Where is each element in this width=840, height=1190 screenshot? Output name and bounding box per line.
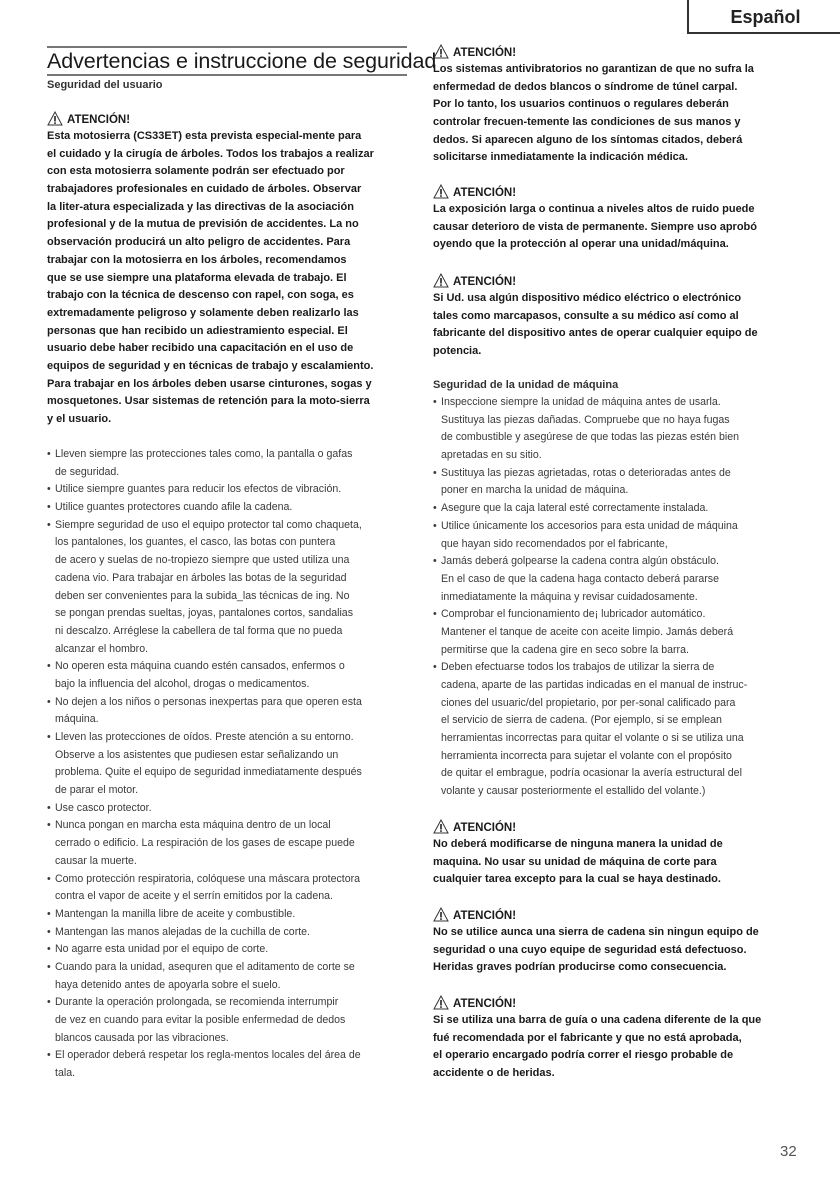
list-item-line: Utilice siempre guantes para reducir los efectos de vibración.: [55, 483, 342, 496]
warning-text-line: No deberá modificarse de ninguna manera la unidad de: [433, 838, 723, 850]
list-item-line: problema. Quite el equipo de seguridad inmediatamente después: [55, 766, 362, 779]
warning-heading-text: ATENCIÓN!: [67, 113, 131, 126]
warning-text-line: el cuidado y la cirugía de árboles. Todos los trabajos a realizar: [47, 147, 374, 160]
list-item-line: Utilice únicamente los accesorios para esta unidad de máquina: [441, 519, 738, 532]
list-item-line: Durante la operación prolongada, se recomienda interrumpir: [55, 996, 339, 1009]
list-item-line: blancos causada por las vibraciones.: [55, 1031, 229, 1044]
list-item: [433, 606, 747, 659]
list-item: [433, 394, 747, 465]
warning-text-line: trabajar con la motosierra en los árboles, recomendamos: [47, 253, 347, 266]
warning-text-line: Esta motosierra (CS33ET) esta prevista especial-mente para: [47, 130, 362, 142]
list-item-line: El operador deberá respetar los regla-mentos locales del área de: [55, 1049, 361, 1062]
warning-text-line: Los sistemas antivibratorios no garantizan de que no sufra la: [433, 63, 754, 75]
list-item: [47, 729, 362, 800]
list-item-line: el servicio de sierra de cadena. (Por ejemplo, si se emplean: [441, 714, 722, 727]
list-item: [47, 941, 362, 959]
list-item-line: volante y causar posteriormente el estallido del volante.): [441, 785, 706, 798]
warning-block: [433, 995, 761, 1083]
list-item-line: Mantener el tanque de aceite con aceite limpio. Jamás deberá: [441, 625, 734, 638]
list-item-line: En el caso de que la cadena haga contacto deberá pararse: [441, 572, 719, 585]
warning-text-line: observación producirá un alto peligro de accidentes. Para: [47, 236, 351, 249]
list-item-line: de combustible y asegúrese de que todas las piezas estén bien: [441, 431, 739, 444]
bullet-icon: •: [47, 695, 51, 708]
list-item-line: tala.: [55, 1067, 76, 1080]
warning-text-line: que se use siempre una plataforma elevada de trabajo. El: [47, 271, 347, 284]
list-item-line: Mantengan la manilla libre de aceite y combustible.: [55, 907, 296, 920]
bullet-icon: •: [47, 960, 51, 973]
list-item-line: herramienta incorrecta para sujetar el volante con el propósito: [441, 749, 732, 762]
list-item: [47, 1047, 362, 1082]
bullet-icon: •: [47, 801, 51, 814]
bullet-icon: •: [433, 555, 437, 568]
list-item-line: haya detenido antes de apoyarla sobre el suelo.: [55, 978, 281, 991]
warning-text-line: trabajadores profesionales en cuidado de árboles. Observar: [47, 183, 362, 196]
warning-text-line: Si Ud. usa algún dispositivo médico eléctrico o electrónico: [433, 292, 742, 304]
warning-block: [433, 819, 723, 889]
warning-text-line: fabricante del dispositivo antes de operar cualquier equipo de: [433, 327, 758, 340]
list-item-line: Como protección respiratoria, colóquese una máscara protectora: [55, 872, 361, 885]
list-item-line: Deben efectuarse todos los trabajos de utilizar la sierra de: [441, 661, 715, 674]
list-item-line: Use casco protector.: [55, 801, 152, 814]
warning-text-line: No se utilice aunca una sierra de cadena sin ningun equipo de: [433, 926, 759, 938]
list-item: [433, 659, 747, 801]
warning-text-line: extremadamente peligroso y solamente deben realizarlo las: [47, 306, 359, 319]
warning-text-line: cualquier tarea excepto para la cual se haya destinado.: [433, 873, 721, 886]
list-item-line: causar la muerte.: [55, 854, 137, 867]
list-item: [47, 817, 362, 870]
user-safety-bullet-list: [47, 446, 362, 1083]
list-item-line: poner en marcha la unidad de máquina.: [441, 484, 629, 497]
warning-text-line: controlar frecuen-temente las condiciones de sus manos y: [433, 116, 741, 129]
list-item-line: inmediatamente la máquina y revisar cuidadosamente.: [441, 590, 698, 603]
warning-text-line: La exposición larga o continua a niveles altos de ruido puede: [433, 203, 755, 215]
bullet-icon: •: [433, 466, 437, 479]
machine-safety-bullet-list: [433, 394, 747, 801]
warning-text-line: profesional y de la mutua de previsión de accidentes. La no: [47, 218, 359, 231]
bullet-icon: •: [47, 996, 51, 1009]
warning-heading: [433, 907, 759, 924]
list-item: [47, 994, 362, 1047]
list-item: [433, 500, 747, 518]
list-item: [47, 924, 362, 942]
warning-heading: [433, 995, 761, 1012]
bullet-icon: •: [433, 502, 437, 515]
list-item-line: alcanzar el hombro.: [55, 642, 149, 655]
warning-heading-text: ATENCIÓN!: [453, 46, 517, 59]
warning-text-line: accidente o de heridas.: [433, 1067, 555, 1080]
list-item-line: No dejen a los niños o personas inexpertas para que operen esta: [55, 695, 362, 708]
list-item-line: máquina.: [55, 713, 99, 726]
warning-text-line: trabajo con la técnica de descenso con rapel, con soga, es: [47, 289, 354, 302]
bullet-icon: •: [47, 660, 51, 673]
warning-text-line: maquina. No usar su unidad de máquina de corte para: [433, 855, 717, 868]
page-number: 32: [780, 1143, 797, 1160]
list-item-line: de seguridad.: [55, 465, 120, 478]
list-item-line: No agarre esta unidad por el equipo de corte.: [55, 943, 269, 956]
list-item-line: se pongan prendas sueltas, joyas, pantalones cortos, sandalias: [55, 607, 353, 620]
warning-heading: [433, 273, 758, 290]
list-item-line: ni descalzo. Arréglese la cabellera de tal forma que no pueda: [55, 624, 343, 637]
list-item-line: Lleven siempre las protecciones tales como, la pantalla o gafas: [55, 448, 353, 460]
list-item-line: Comprobar el funcionamiento de¡ lubricador automático.: [441, 608, 706, 621]
list-item-line: de parar el motor.: [55, 784, 139, 797]
list-item: [47, 800, 362, 818]
warning-heading: [433, 184, 757, 201]
list-item: [47, 517, 362, 659]
bullet-icon: •: [433, 519, 437, 532]
bullet-icon: •: [47, 518, 51, 531]
bullet-icon: •: [47, 907, 51, 920]
page-title: [47, 46, 437, 76]
list-item-line: contra el vapor de aceite y el serrín emitidos por la cadena.: [55, 890, 333, 903]
list-item-line: que hayan sido recomendados por el fabricante,: [441, 537, 668, 550]
list-item-line: Utilice guantes protectores cuando afile la cadena.: [55, 501, 293, 514]
list-item-line: Sustituya las piezas dañadas. Compruebe que no haya fugas: [441, 413, 730, 426]
warning-heading-text: ATENCIÓN!: [453, 909, 517, 922]
list-item-line: de acero y suelas de no-tropiezo siempre que usted utiliza una: [55, 554, 350, 567]
language-label: Español: [730, 7, 801, 27]
warning-triangle-icon: [433, 819, 453, 837]
bullet-icon: •: [433, 608, 437, 621]
warning-heading-text: ATENCIÓN!: [453, 186, 517, 199]
list-item-line: cadena, aparte de las partidas indicadas en el manual de instruc-: [441, 679, 748, 691]
warning-text-line: fué recomendada por el fabricante y que no está aprobada,: [433, 1031, 742, 1044]
warning-text-line: mosquetones. Usar sistemas de retención para la moto-sierra: [47, 395, 370, 408]
bullet-icon: •: [47, 943, 51, 956]
machine-safety-heading: Seguridad de la unidad de máquina: [433, 379, 619, 391]
list-item-line: Cuando para la unidad, asequren que el aditamento de corte se: [55, 960, 355, 973]
warning-text-line: personas que han recibido un adiestramiento especial. El: [47, 324, 348, 337]
warning-text-line: equipos de seguridad y en técnicas de trabajo y escalamiento.: [47, 359, 374, 372]
list-item-line: No operen esta máquina cuando estén cansados, enfermos o: [55, 660, 345, 673]
warning-block: [433, 273, 758, 361]
warning-triangle-icon: [47, 111, 67, 129]
warning-triangle-icon: [433, 907, 453, 925]
warning-text-line: oyendo que la protección al operar una unidad/máquina.: [433, 238, 729, 251]
warning-text-line: potencia.: [433, 345, 482, 358]
list-item-line: cerrado o edificio. La respiración de los gases de escape puede: [55, 837, 355, 850]
list-item-line: deben ser convenientes para la subida_las técnicas de ing. No: [55, 589, 350, 602]
warning-block: [433, 907, 759, 977]
list-item-line: bajo la influencia del alcohol, drogas o medicamentos.: [55, 677, 310, 690]
page-title-text: Advertencias e instruccione de seguridad: [47, 49, 437, 73]
warning-text-line: la liter-atura especializada y las directivas de la asociación: [47, 200, 354, 213]
list-item-line: cadena vio. Para trabajar en árboles las botas de la seguridad: [55, 571, 347, 584]
list-item: [47, 499, 362, 517]
language-tab: [687, 0, 840, 34]
bullet-icon: •: [47, 483, 51, 496]
warning-heading: [433, 819, 723, 836]
list-item-line: Asegure que la caja lateral esté correctamente instalada.: [441, 502, 709, 515]
warning-triangle-icon: [433, 44, 453, 62]
list-item-line: Nunca pongan en marcha esta máquina dentro de un local: [55, 819, 331, 832]
list-item-line: Jamás deberá golpearse la cadena contra algún obstáculo.: [441, 555, 719, 568]
list-item: [47, 694, 362, 729]
list-item-line: Observe a los asistentes que pudiesen estar señalizando un: [55, 748, 339, 761]
user-safety-heading: Seguridad del usuario: [47, 79, 163, 91]
warning-text-line: seguridad o una cuyo equipe de seguridad está defectuoso.: [433, 943, 747, 956]
warning-block: [433, 184, 757, 254]
bullet-icon: •: [47, 1049, 51, 1062]
warning-text-line: tales como marcapasos, consulte a su médico así como al: [433, 309, 739, 322]
list-item: [47, 481, 362, 499]
warning-text-line: el operario encargado podría correr el riesgo probable de: [433, 1049, 734, 1062]
list-item-line: de vez en cuando para evitar la posible enfermedad de dedos: [55, 1014, 346, 1026]
list-item-line: Sustituya las piezas agrietadas, rotas o deterioradas antes de: [441, 466, 731, 479]
list-item: [47, 871, 362, 906]
warning-heading-text: ATENCIÓN!: [453, 997, 517, 1010]
warning-block: [47, 111, 374, 429]
list-item: [433, 553, 747, 606]
list-item-line: herramientas incorrectas para quitar el volante o si se utiliza una: [441, 732, 744, 745]
warning-text-line: usuario debe haber recibido una capacitación en el uso de: [47, 342, 354, 355]
list-item: [47, 658, 362, 693]
warning-heading: [47, 111, 374, 128]
list-item-line: Lleven las protecciones de oídos. Preste atención a su entorno.: [55, 731, 354, 743]
bullet-icon: •: [433, 661, 437, 674]
warning-text-line: y el usuario.: [47, 413, 112, 425]
warning-heading-text: ATENCIÓN!: [453, 821, 517, 834]
warning-text-line: Heridas graves podrían producirse como consecuencia.: [433, 961, 727, 974]
list-item: [433, 465, 747, 500]
list-item-line: de quitar el embrague, podría ocasionar la avería estructural del: [441, 767, 742, 780]
warning-text-line: causar deterioro de vista de permanente. Siempre uso aprobó: [433, 220, 757, 233]
list-item: [47, 446, 362, 481]
list-item-line: Inspeccione siempre la unidad de máquina antes de usarla.: [441, 396, 721, 408]
warning-triangle-icon: [433, 273, 453, 291]
list-item-line: Mantengan las manos alejadas de la cuchilla de corte.: [55, 925, 310, 938]
bullet-icon: •: [47, 448, 51, 460]
warning-heading: [433, 44, 754, 61]
list-item-line: apretadas en su sitio.: [441, 449, 542, 462]
bullet-icon: •: [47, 925, 51, 938]
warning-text-line: enfermedad de dedos blancos o síndrome de túnel carpal.: [433, 80, 738, 93]
warning-text-line: solicitarse inmediatamente la indicación médica.: [433, 151, 688, 164]
bullet-icon: •: [47, 872, 51, 885]
warning-text-line: Por lo tanto, los usuarios continuos o regulares deberán: [433, 98, 729, 111]
warning-text-line: dedos. Si aparecen alguno de los síntomas citados, deberá: [433, 133, 743, 146]
warning-text-line: Para trabajar en los árboles deben usarse cinturones, sogas y: [47, 377, 372, 390]
list-item: [47, 906, 362, 924]
list-item-line: permitirse que la cadena gire en seco sobre la barra.: [441, 643, 689, 656]
warning-triangle-icon: [433, 184, 453, 202]
bullet-icon: •: [433, 396, 437, 408]
warning-block: [433, 44, 754, 167]
warning-heading-text: ATENCIÓN!: [453, 275, 517, 288]
warning-text-line: con esta motosierra solamente podrán ser efectuado por: [47, 165, 345, 178]
list-item: [433, 518, 747, 553]
bullet-icon: •: [47, 731, 51, 743]
bullet-icon: •: [47, 501, 51, 514]
list-item-line: los pantalones, los guantes, el casco, las botas con puntera: [55, 536, 336, 549]
list-item-line: ciones del usuaric/del propietario, por per-sonal calificado para: [441, 696, 736, 709]
warning-triangle-icon: [433, 995, 453, 1013]
list-item-line: Siempre seguridad de uso el equipo protector tal como chaqueta,: [55, 518, 362, 531]
list-item: [47, 959, 362, 994]
bullet-icon: •: [47, 819, 51, 832]
warning-text-line: Si se utiliza una barra de guía o una cadena diferente de la que: [433, 1014, 762, 1026]
